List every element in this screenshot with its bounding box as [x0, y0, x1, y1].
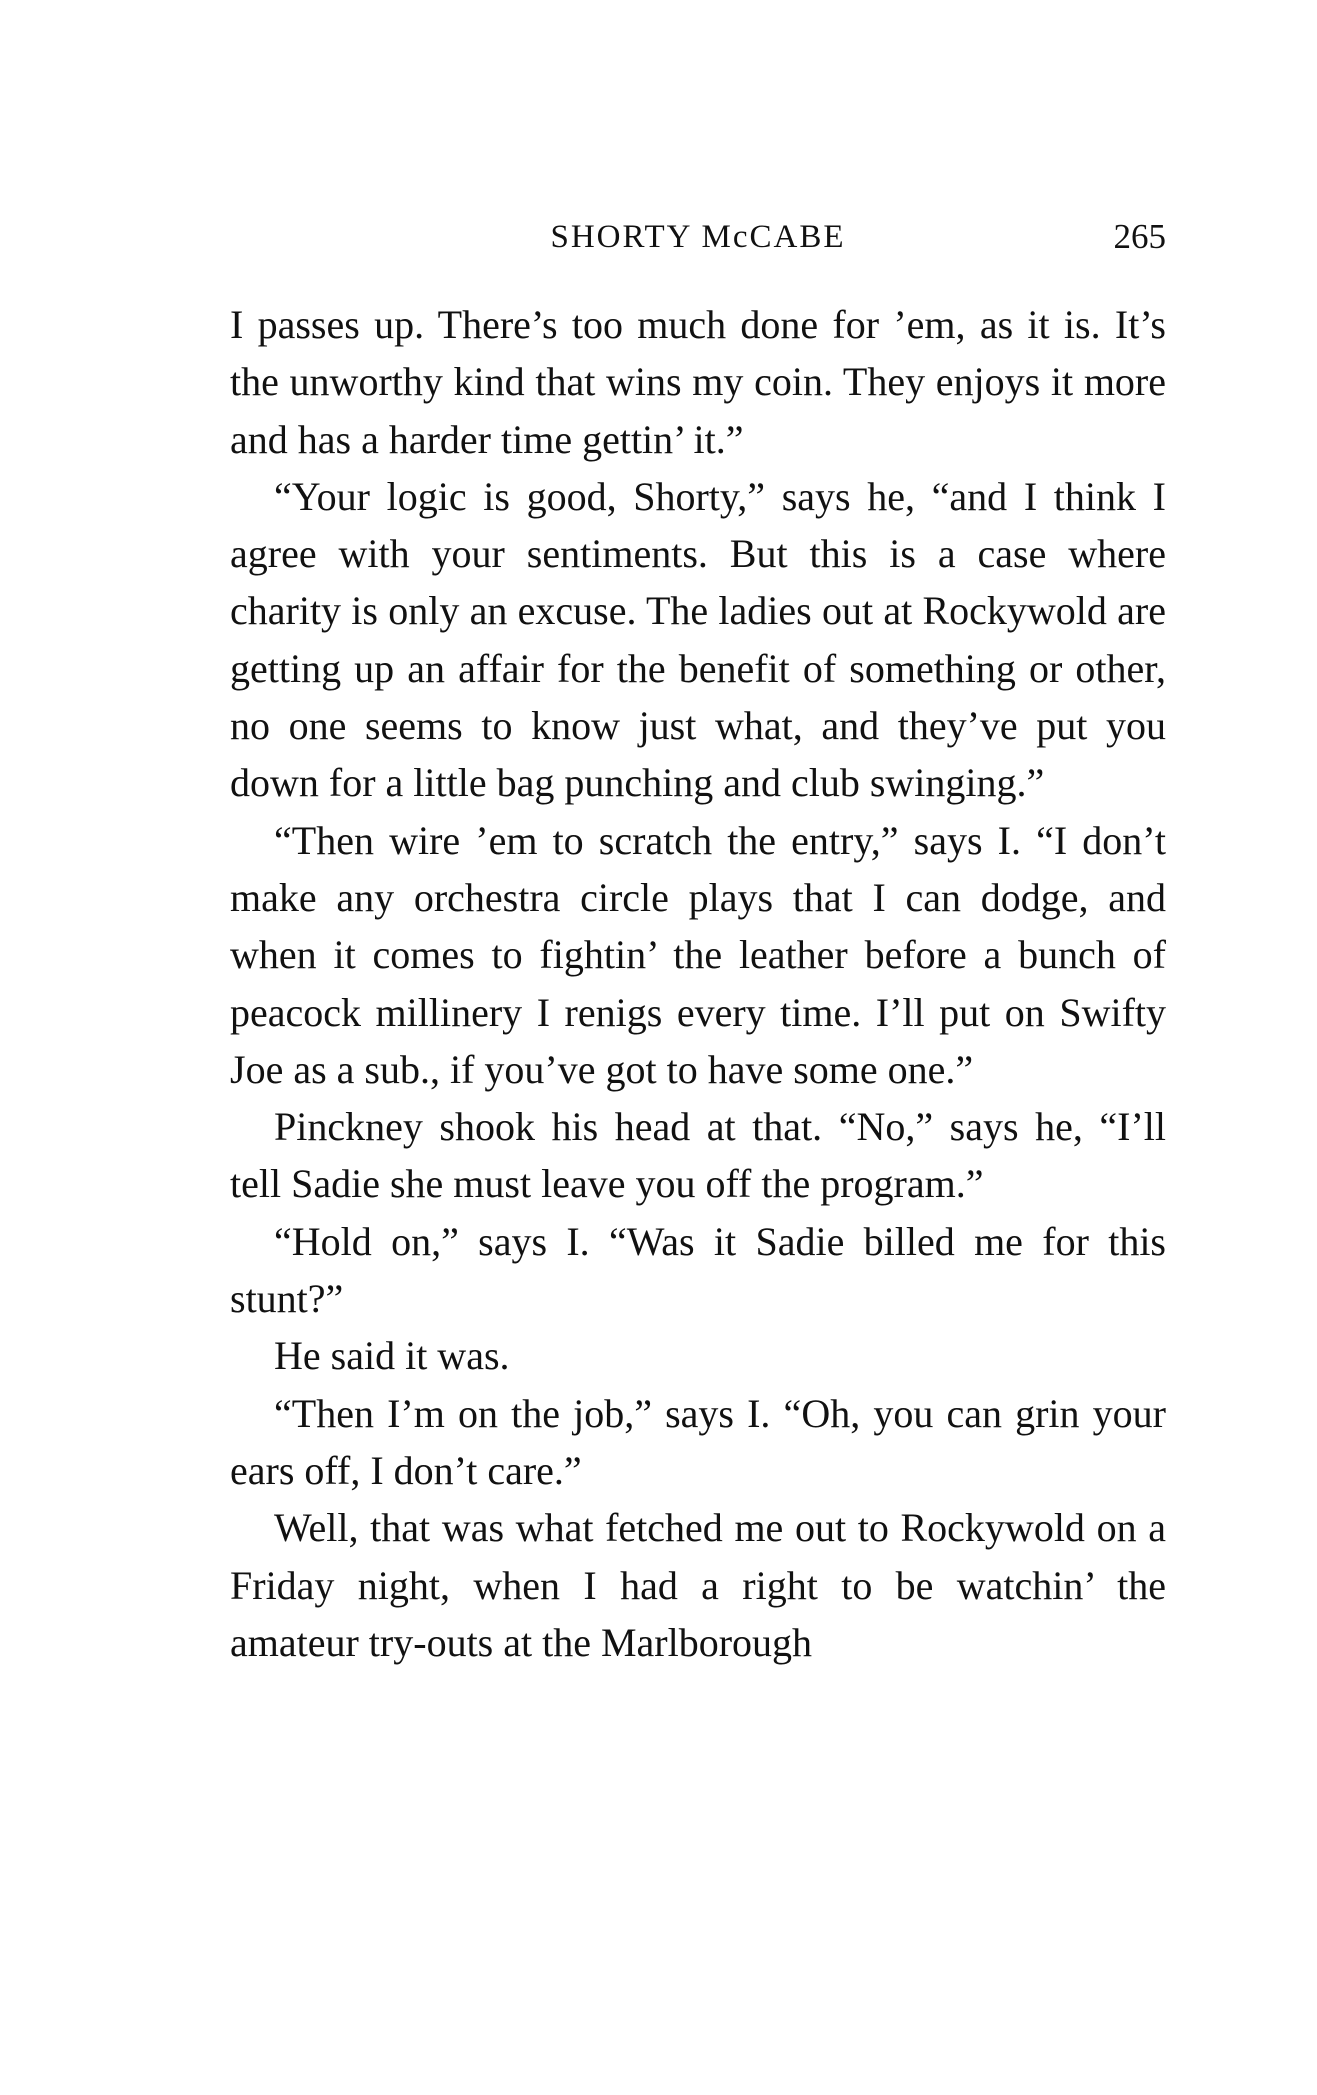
paragraph-4: Pinckney shook his head at that. “No,” says he, “I’ll tell Sadie she must leave you off the program.”: [230, 1104, 1166, 1207]
paragraph-5: “Hold on,” says I. “Was it Sadie billed me for this stunt?”: [230, 1218, 1166, 1322]
running-title: SHORTY McCABE: [550, 219, 846, 255]
paragraph-8: Well, that was what fetched me out to Rockywold on a Friday night, when I had a right to be watchin’ the amateur try-outs at the Marlborough: [230, 1505, 1166, 1665]
body-text: [230, 296, 1166, 1671]
paragraph-7: “Then I’m on the job,” says I. “Oh, you can grin your ears off, I don’t care.”: [230, 1390, 1166, 1493]
page-number: 265: [1113, 217, 1166, 256]
running-head: [230, 212, 1166, 262]
paragraph-2: “Your logic is good, Shorty,” says he, “and I think I agree with your sentiments. But this is a case where charity is only an excuse. The ladies out at Rockywold are getting up an affair for the benefit of something or other, no one seems to know just what, and they’ve put you down for a little bag punching and club swinging.”: [230, 473, 1166, 806]
paragraph-3: “Then wire ’em to scratch the entry,” says I. “I don’t make any orchestra circle plays that I can dodge, and when it comes to fightin’ the leather before a bunch of peacock millinery I renigs every time. I’ll put on Swifty Joe as a sub., if you’ve got to have some one.”: [230, 817, 1166, 1092]
paragraph-1: I passes up. There’s too much done for ’em, as it is. It’s the unworthy kind that wins my coin. They enjoys it more and has a harder time gettin’ it.”: [230, 302, 1166, 462]
paragraph-6: He said it was.: [274, 1333, 510, 1379]
